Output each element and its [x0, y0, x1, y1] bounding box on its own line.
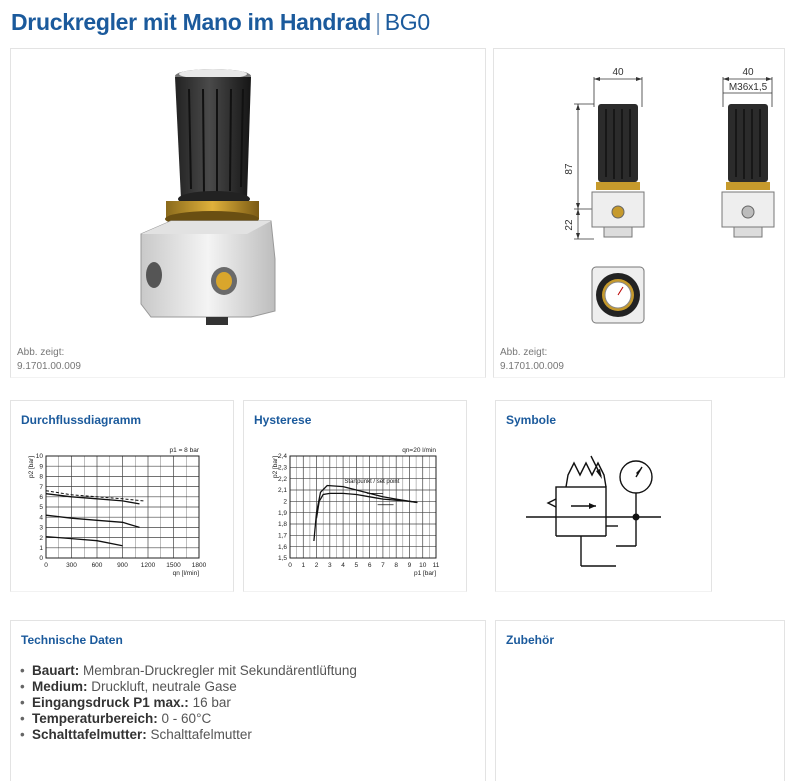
spec-value: Schalttafelmutter: [146, 727, 252, 742]
technical-data-title: Technische Daten: [21, 633, 123, 647]
x-tick-label: 5: [354, 562, 359, 569]
y-tick-label: 9: [39, 463, 43, 471]
y-tick-label: 10: [35, 453, 43, 461]
caption-part-number: 9.1701.00.009: [17, 361, 81, 372]
spec-list: [20, 663, 357, 743]
symbol-panel: [495, 400, 712, 592]
caption-label: Abb. zeigt:: [17, 347, 65, 358]
y-tick-label: 8: [39, 473, 43, 481]
x-tick-label: 1200: [140, 562, 156, 569]
chart-annotation: qn=20 l/min: [402, 447, 436, 454]
x-tick-label: 9: [407, 562, 412, 569]
y-tick-label: 3: [39, 524, 43, 532]
chart-annotation: p1 = 8 bar: [169, 447, 199, 454]
x-tick-label: 4: [341, 562, 345, 569]
y-axis-label: p2 [bar]: [272, 456, 279, 479]
x-tick-label: 900: [117, 562, 128, 569]
page-title: [11, 9, 430, 36]
spec-item: [20, 663, 357, 679]
x-axis-label: p1 [bar]: [413, 570, 436, 577]
x-tick-label: 2: [314, 562, 319, 569]
x-tick-label: 10: [419, 562, 427, 569]
hysteresis-chart: [244, 401, 466, 591]
spec-value: Druckluft, neutrale Gase: [87, 679, 237, 694]
accessory-title: Zubehör: [506, 633, 554, 647]
pneumatic-symbol: [496, 401, 711, 591]
x-tick-label: 600: [91, 562, 103, 569]
hysteresis-title: Hysterese: [254, 413, 312, 427]
technical-drawing-panel: [493, 48, 785, 378]
accessory-panel: [495, 620, 785, 781]
spec-key: Eingangsdruck P1 max.:: [32, 695, 189, 710]
y-tick-label: 4: [39, 514, 43, 522]
x-tick-label: 1800: [191, 562, 207, 569]
y-tick-label: 1,7: [277, 532, 287, 540]
spec-item: [20, 695, 357, 711]
x-tick-label: 8: [394, 562, 398, 569]
y-tick-label: 0: [39, 555, 43, 563]
spec-item: [20, 711, 357, 727]
dim-height-top: 87: [564, 163, 575, 175]
x-tick-label: 1500: [166, 562, 181, 569]
y-tick-label: 1,9: [277, 509, 287, 517]
symbol-title: Symbole: [506, 413, 557, 427]
y-tick-label: 1,8: [277, 521, 287, 529]
x-tick-label: 0: [288, 562, 292, 569]
spec-value: 0 - 60°C: [157, 711, 212, 726]
x-tick-label: 6: [367, 562, 372, 569]
dim-width-front: 40: [612, 67, 624, 78]
y-tick-label: 2: [283, 498, 287, 506]
spec-value: Membran-Druckregler mit Sekundärentlüftung: [79, 663, 357, 678]
product-image: [11, 49, 485, 339]
series-line: [317, 493, 418, 518]
caption-label: Abb. zeigt:: [500, 347, 548, 358]
series-line: [46, 494, 140, 504]
y-axis-label: p2 [bar]: [28, 456, 35, 479]
spec-key: Bauart:: [32, 663, 80, 678]
set-point-annotation: Startpunkt / set point: [344, 479, 400, 486]
y-tick-label: 1,6: [277, 543, 287, 551]
spec-item: [20, 727, 357, 743]
flow-chart: [11, 401, 233, 591]
y-tick-label: 2,3: [277, 464, 287, 472]
x-tick-label: 1: [301, 562, 306, 569]
x-tick-label: 7: [381, 562, 385, 569]
dim-thread: M36x1,5: [728, 82, 768, 93]
flow-diagram-panel: [10, 400, 234, 592]
dim-width-side: 40: [742, 67, 754, 78]
flow-diagram-title: Durchflussdiagramm: [21, 413, 142, 427]
y-tick-label: 2,2: [277, 475, 287, 483]
spec-value: 16 bar: [188, 695, 231, 710]
x-tick-label: 0: [44, 562, 48, 569]
x-tick-label: 3: [328, 562, 332, 569]
x-tick-label: 11: [432, 562, 440, 569]
title-separator: |: [375, 9, 381, 35]
x-axis-label: qn [l/min]: [172, 570, 199, 577]
dimension-drawing: [494, 49, 784, 339]
spec-item: [20, 679, 357, 695]
y-tick-label: 2: [39, 534, 43, 542]
y-tick-label: 2,4: [277, 453, 287, 461]
x-tick-label: 300: [66, 562, 77, 569]
y-tick-label: 6: [39, 494, 43, 501]
y-tick-label: 7: [39, 483, 43, 491]
product-image-panel: [10, 48, 486, 378]
spec-key: Medium:: [32, 679, 88, 694]
hysteresis-panel: [243, 400, 467, 592]
y-tick-label: 1,5: [277, 555, 287, 563]
dim-height-bottom: 22: [564, 219, 575, 231]
caption-part-number: 9.1701.00.009: [500, 361, 564, 372]
product-code: BG0: [384, 9, 430, 35]
y-tick-label: 2,1: [277, 487, 287, 495]
spec-key: Temperaturbereich:: [32, 711, 158, 726]
product-title: Druckregler mit Mano im Handrad: [11, 9, 372, 35]
spec-key: Schalttafelmutter:: [32, 727, 147, 742]
y-tick-label: 5: [39, 504, 43, 512]
y-tick-label: 1: [39, 545, 43, 552]
